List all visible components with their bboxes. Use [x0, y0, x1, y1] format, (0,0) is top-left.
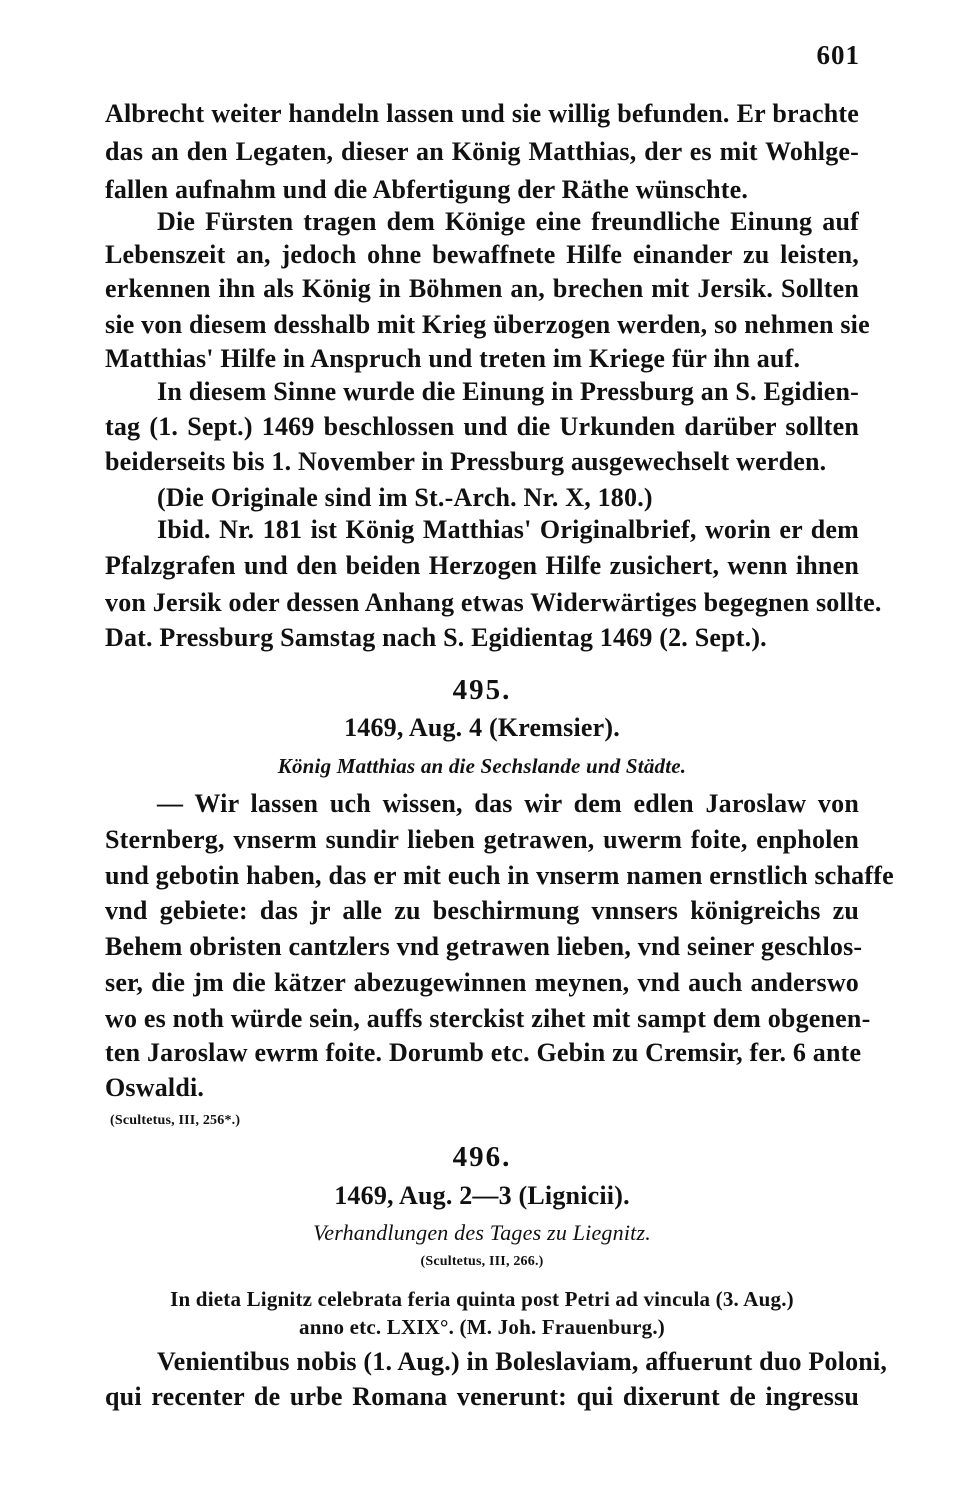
text-line: beiderseits bis 1. November in Pressburg ausgewechselt werden. [105, 447, 827, 476]
text-line: das an den Legaten, dieser an König Matthias, der es mit Wohlge- [105, 137, 859, 166]
text-line: erkennen ihn als König in Böhmen an, brechen mit Jersik. Sollten [105, 274, 859, 303]
text-line: und gebotin haben, das er mit euch in vnserm namen ernstlich schaffe [105, 861, 894, 890]
text-line: fallen aufnahm und die Abfertigung der Räthe wünschte. [105, 175, 749, 204]
document-date: 1469, Aug. 4 (Kremsier). [344, 713, 620, 742]
document-number: 495. [452, 674, 512, 706]
text-line: Oswaldi. [105, 1073, 205, 1102]
text-line: ten Jaroslaw ewrm foite. Dorumb etc. Gebin zu Cremsir, fer. 6 ante [105, 1038, 862, 1067]
text-line: sie von diesem desshalb mit Krieg überzogen werden, so nehmen sie [105, 310, 870, 339]
text-line: von Jersik oder dessen Anhang etwas Widerwärtiges begegnen sollte. [105, 588, 882, 617]
text-line: Dat. Pressburg Samstag nach S. Egidientag 1469 (2. Sept.). [105, 623, 767, 652]
text-line: In dieta Lignitz celebrata feria quinta post Petri ad vincula (3. Aug.) [170, 1287, 794, 1311]
text-line: Die Fürsten tragen dem Könige eine freundliche Einung auf [157, 207, 859, 236]
source-reference: (Scultetus, III, 256*.) [110, 1113, 241, 1128]
page-number: 601 [816, 40, 860, 70]
text-line: anno etc. LXIX°. (M. Joh. Frauenburg.) [299, 1315, 665, 1339]
text-line: vnd gebiete: das jr alle zu beschirmung vnnsers königreichs zu [105, 896, 859, 925]
text-line: Ibid. Nr. 181 ist König Matthias' Originalbrief, worin er dem [157, 515, 859, 544]
document-date: 1469, Aug. 2—3 (Lignicii). [334, 1181, 630, 1210]
document-number: 496. [452, 1141, 512, 1173]
text-line: qui recenter de urbe Romana venerunt: qui dixerunt de ingressu [105, 1382, 859, 1411]
text-line: Pfalzgrafen und den beiden Herzogen Hilfe zusichert, wenn ihnen [105, 551, 859, 580]
text-line: Venientibus nobis (1. Aug.) in Boleslaviam, affuerunt duo Poloni, [157, 1347, 888, 1376]
text-line: wo es noth würde sein, auffs sterckist zihet mit sampt dem obgenen- [105, 1004, 871, 1033]
text-line: In diesem Sinne wurde die Einung in Pressburg an S. Egidien- [157, 377, 859, 406]
text-line: Matthias' Hilfe in Anspruch und treten im Kriege für ihn auf. [105, 344, 801, 373]
text-line: Lebenszeit an, jedoch ohne bewaffnete Hilfe einander zu leisten, [105, 240, 859, 269]
archive-reference: (Die Originale sind im St.-Arch. Nr. X, 180.) [157, 483, 653, 512]
text-line: Sternberg, vnserm sundir lieben getrawen, uwerm foite, enpholen [105, 825, 859, 854]
document-title: König Matthias an die Sechslande und Städte. [277, 754, 687, 778]
source-reference: (Scultetus, III, 266.) [420, 1254, 544, 1269]
text-line: Albrecht weiter handeln lassen und sie willig befunden. Er brachte [105, 99, 859, 128]
text-line: Behem obristen cantzlers vnd getrawen lieben, vnd seiner geschlos- [105, 932, 863, 961]
document-title: Verhandlungen des Tages zu Liegnitz. [313, 1220, 651, 1245]
text-line: ser, die jm die kätzer abezugewinnen meynen, vnd auch anderswo [105, 968, 859, 997]
text-line: tag (1. Sept.) 1469 beschlossen und die Urkunden darüber sollten [105, 412, 859, 441]
text-line: — Wir lassen uch wissen, das wir dem edlen Jaroslaw von [157, 789, 859, 818]
